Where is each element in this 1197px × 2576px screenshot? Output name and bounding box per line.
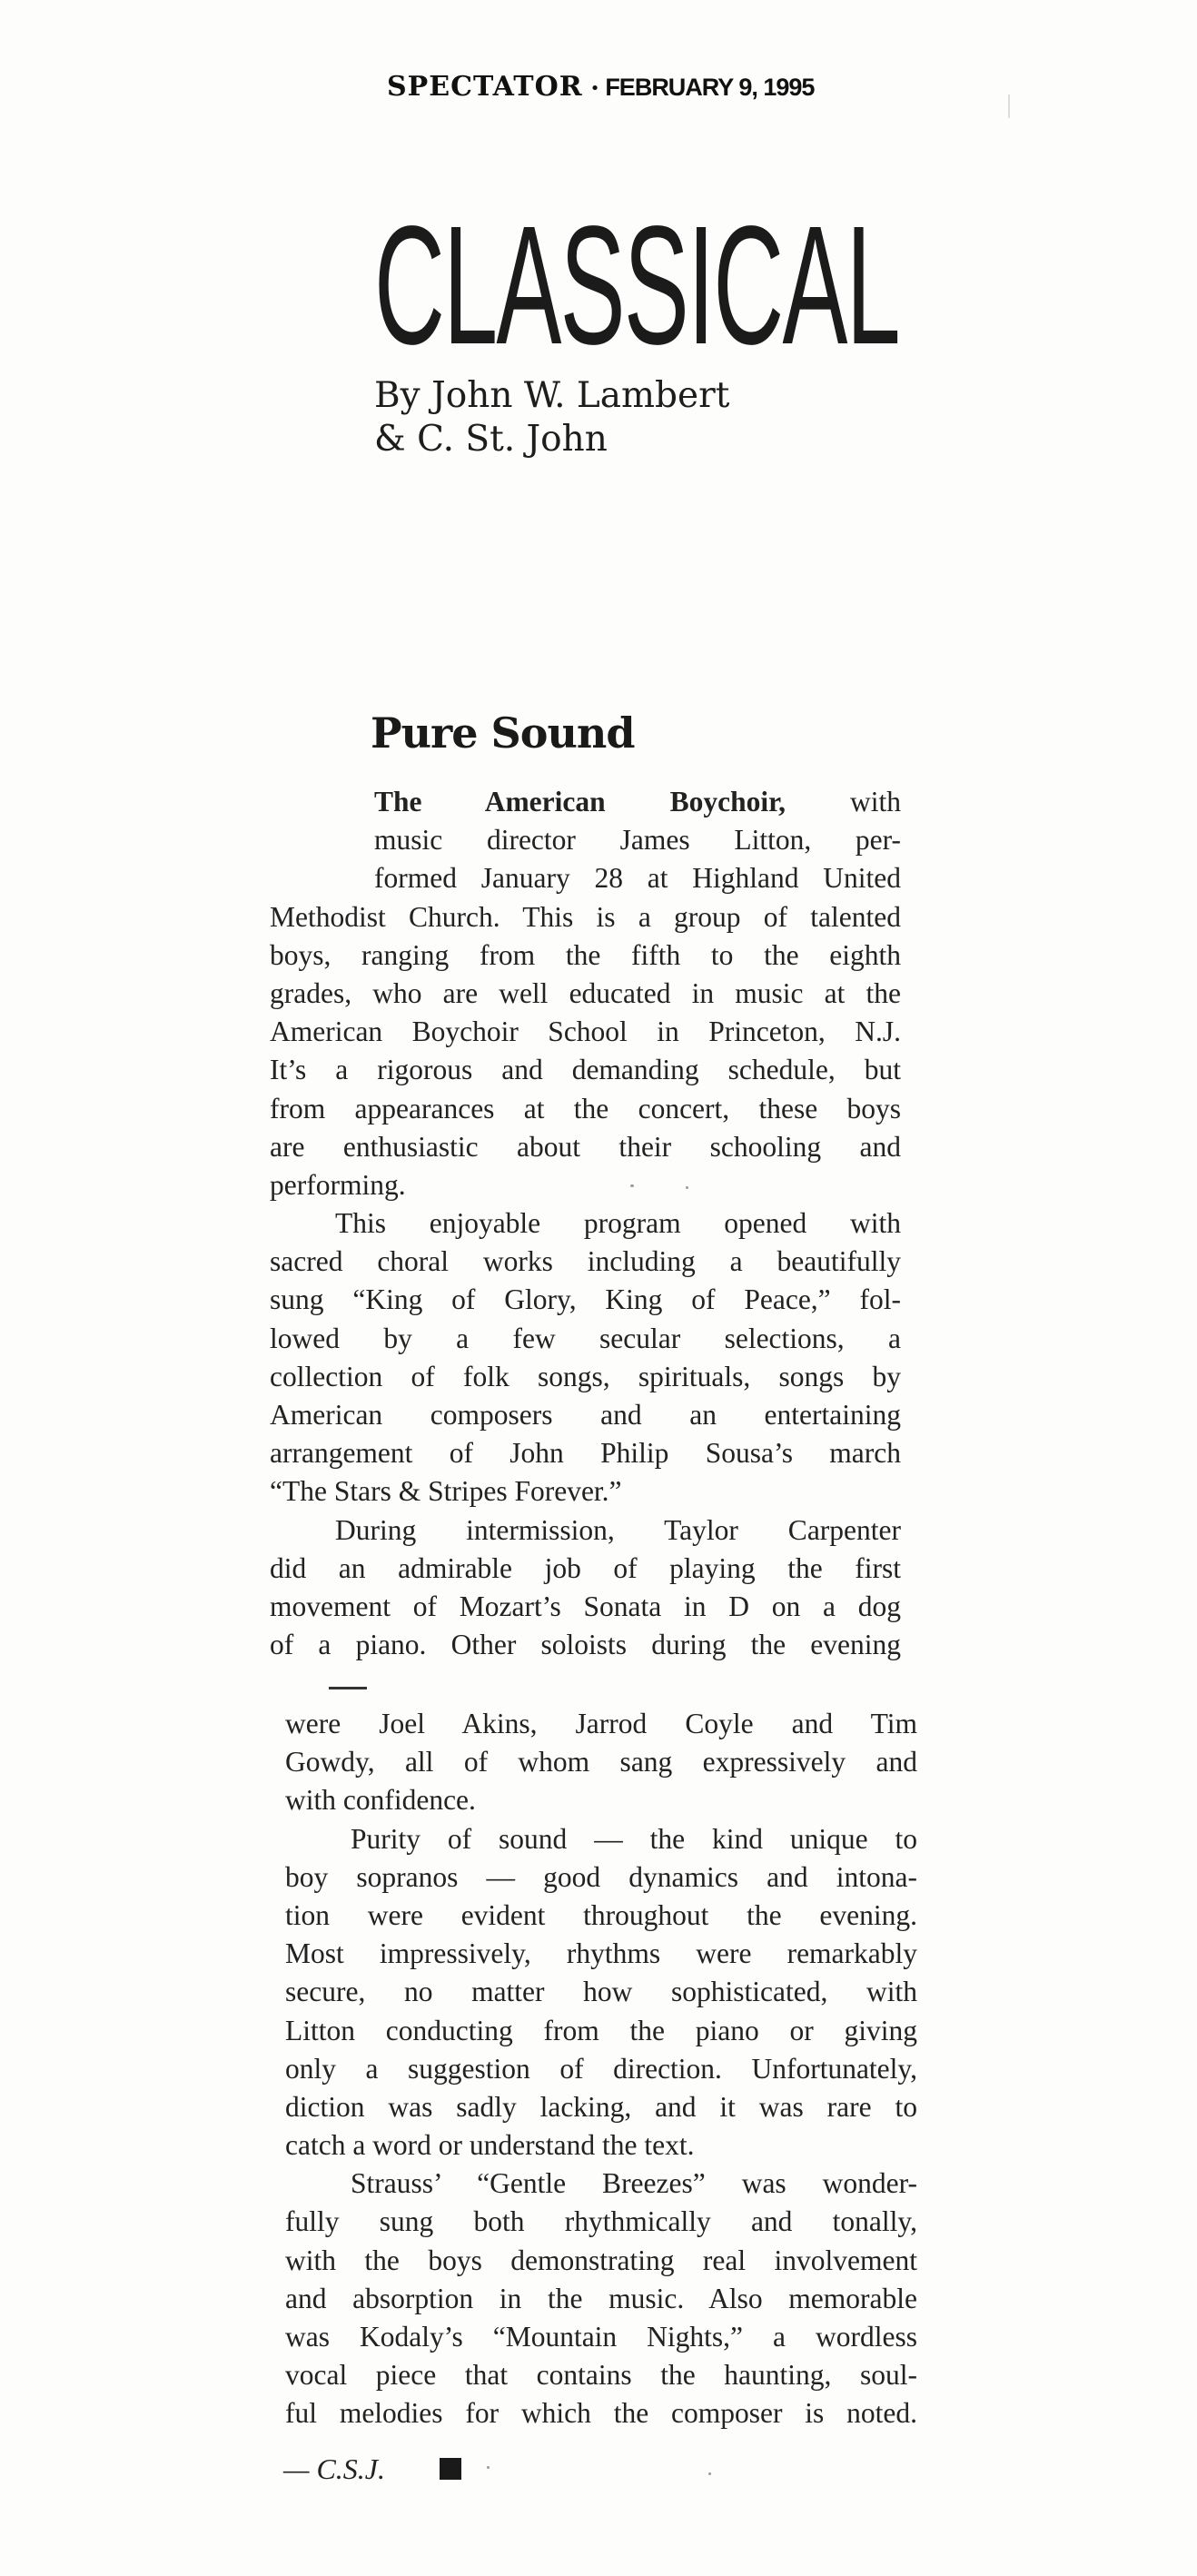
byline-line-2: & C. St. John [374,419,608,460]
body-line: sacred choral works including a beautifully [270,1245,901,1278]
body-line: This enjoyable program opened with [335,1207,901,1240]
body-line: with confidence. [285,1784,476,1817]
body-line: was Kodaly’s “Mountain Nights,” a wordless [285,2321,917,2353]
article-headline: Pure Sound [371,708,635,758]
byline [374,374,729,461]
body-line: catch a word or understand the text. [285,2129,695,2162]
body-line: diction was sadly lacking, and it was rare to [285,2090,917,2123]
body-line: collection of folk songs, spirituals, songs by [270,1360,901,1392]
body-line: of a piano. Other soloists during the evening [270,1629,901,1661]
body-line-rest: with [786,786,901,817]
publication-date: FEBRUARY 9, 1995 [605,74,815,101]
scan-speck [1008,94,1010,118]
body-line: Most impressively, rhythms were remarkably [285,1937,917,1970]
body-line: American composers and an entertaining [270,1399,901,1431]
body-line: sung “King of Glory, King of Peace,” fol- [270,1283,901,1316]
body-line: music director James Litton, per- [374,824,901,857]
byline-line-1: By John W. Lambert [374,375,730,416]
scan-speck [487,2466,490,2469]
body-line: lowed by a few secular selections, a [270,1322,901,1354]
article-column-1 [270,783,901,1664]
body-line: secure, no matter how sophisticated, with [285,1976,917,2008]
body-line: vocal piece that contains the haunting, soul- [285,2359,917,2392]
body-line: It’s a rigorous and demanding schedule, but [270,1054,901,1086]
body-line: Gowdy, all of whom sang expressively and [285,1746,917,1778]
section-title: CLASSICAL [374,192,899,380]
body-line: did an admirable job of playing the first [270,1551,901,1584]
body-line: arrangement of John Philip Sousa’s march [270,1437,901,1470]
body-line: “The Stars & Stripes Forever.” [270,1475,622,1508]
body-line: with the boys demonstrating real involvement [285,2244,917,2276]
masthead-separator: • [589,78,600,98]
body-line [270,783,901,821]
article-column-2 [285,1705,917,2433]
body-line: and absorption in the music. Also memorable [285,2282,917,2314]
scan-speck [686,1186,688,1189]
body-line: boys, ranging from the fifth to the eighth [270,938,901,971]
scan-speck [630,1184,634,1187]
author-signoff: — C.S.J. [283,2452,385,2485]
body-line: grades, who are well educated in music at the [270,976,901,1009]
body-line: from appearances at the concert, these boys [270,1092,901,1125]
body-line: are enthusiastic about their schooling and [270,1130,901,1163]
body-line: Methodist Church. This is a group of talented [270,900,901,933]
body-line: boy sopranos — good dynamics and intona- [285,1860,917,1893]
body-line: fully sung both rhythmically and tonally, [285,2205,917,2238]
body-line: During intermission, Taylor Carpenter [335,1513,901,1546]
body-line: formed January 28 at Highland United [374,862,901,895]
body-line: American Boychoir School in Princeton, N.J. [270,1016,901,1048]
body-line: Strauss’ “Gentle Breezes” was wonder- [351,2167,917,2200]
end-of-article-mark [440,2458,461,2480]
body-line: ful melodies for which the composer is noted. [285,2397,917,2430]
column-break-mark [329,1687,367,1689]
body-line: Litton conducting from the piano or giving [285,2014,917,2046]
masthead [387,71,814,103]
body-line: movement of Mozart’s Sonata in D on a dog [270,1590,901,1622]
body-line: were Joel Akins, Jarrod Coyle and Tim [285,1708,917,1739]
body-line: only a suggestion of direction. Unfortunately, [285,2052,917,2085]
body-line: tion were evident throughout the evening. [285,1898,917,1931]
publication-name: SPECTATOR [387,71,583,103]
body-line-bold: The American Boychoir, [374,786,786,817]
body-line: performing. [270,1168,406,1201]
body-line: Purity of sound — the kind unique to [351,1822,917,1855]
scan-speck [708,2472,711,2475]
